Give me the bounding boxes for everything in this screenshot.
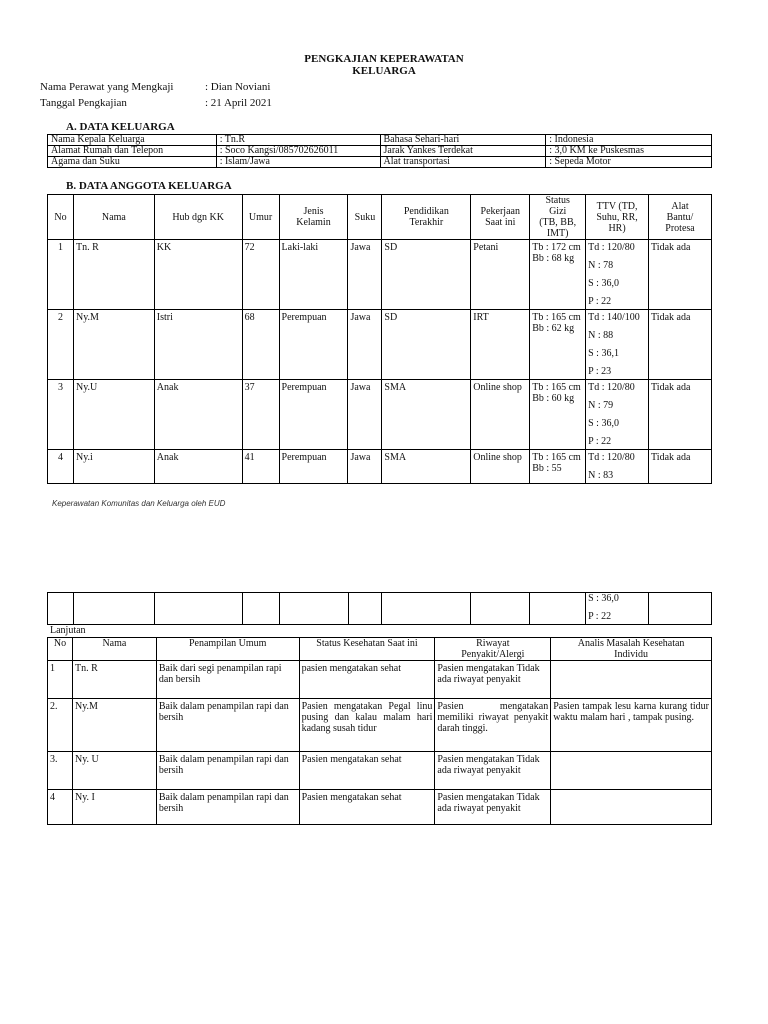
col-suku: Suku: [348, 195, 382, 240]
table-row: [48, 752, 712, 790]
title-line-2: KELUARGA: [352, 65, 416, 77]
p-value: P : 23: [588, 366, 612, 377]
perawat-label: Nama Perawat yang Mengkaji: [40, 81, 174, 93]
jk-h1: Jenis: [303, 206, 324, 217]
pek-h2: Saat ini: [485, 217, 516, 228]
cell-nama: Ny.M: [72, 699, 156, 752]
cell-pekerjaan: IRT: [471, 310, 530, 380]
cell-pendidikan: SMA: [382, 450, 471, 484]
s-value: S : 36,0: [588, 418, 619, 429]
cell-no: 4: [48, 790, 73, 825]
col-nama: Nama: [73, 195, 154, 240]
cell-umur: 41: [242, 450, 279, 484]
cell-alat-bantu: Tidak ada: [649, 310, 712, 380]
lanjutan-table: [47, 637, 712, 825]
cell-pendidikan: SMA: [382, 380, 471, 450]
table-row: [48, 240, 712, 310]
ttv-h2: Suhu, RR,: [596, 211, 638, 223]
gizi-h1: Status: [545, 195, 570, 206]
transport-value: : Sepeda Motor: [546, 157, 712, 168]
bb-value: Bb : 60 kg: [532, 393, 575, 404]
section-b-heading: B. DATA ANGGOTA KELUARGA: [66, 180, 232, 192]
cell-alat-bantu: Tidak ada: [649, 450, 712, 484]
bahasa-value: : Indonesia: [546, 135, 712, 146]
n-value: N : 83: [588, 470, 614, 481]
col-status-kesehatan: Status Kesehatan Saat ini: [299, 638, 435, 661]
cell-status-gizi: [530, 310, 586, 380]
cell-pekerjaan: Online shop: [471, 450, 530, 484]
cell-no: 2.: [48, 699, 73, 752]
cell-ttv: [586, 310, 649, 380]
n-value: N : 79: [588, 400, 614, 411]
kk-label: Nama Kepala Keluarga: [48, 135, 217, 146]
table-row: [48, 310, 712, 380]
col-pendidikan: [382, 195, 471, 240]
cell-status: pasien mengatakan sehat: [299, 661, 435, 699]
cell-umur: 68: [242, 310, 279, 380]
ttv-h3: HR): [608, 222, 626, 234]
table-row: [48, 450, 712, 484]
cell-jenis-kelamin: Perempuan: [279, 380, 348, 450]
tanggal-value: : 21 April 2021: [205, 97, 272, 109]
cell-jenis-kelamin: Perempuan: [279, 450, 348, 484]
ttv-h1: TTV (TD,: [596, 200, 638, 212]
tb-value: Tb : 165 cm: [532, 382, 581, 393]
table-row: [48, 593, 712, 625]
cell-hub: Anak: [154, 380, 242, 450]
cell-empty: [73, 593, 154, 625]
cell-hub: Anak: [154, 450, 242, 484]
cell-alat-bantu: Tidak ada: [649, 380, 712, 450]
title-line-1: PENGKAJIAN KEPERAWATAN: [304, 53, 464, 65]
data-anggota-continuation: [47, 592, 712, 625]
cell-umur: 37: [242, 380, 279, 450]
cell-no: 3.: [48, 752, 73, 790]
cell-hub: Istri: [154, 310, 242, 380]
pek-h1: Pekerjaan: [480, 206, 520, 217]
cell-nama: Tn. R: [73, 240, 154, 310]
cell-no: 1: [48, 661, 73, 699]
data-keluarga-table: [47, 134, 712, 168]
p-value: P : 22: [588, 296, 612, 307]
cell-empty: [154, 593, 242, 625]
pend-h2: Terakhir: [409, 217, 444, 228]
cell-status-gizi: [530, 450, 586, 484]
col-hub: Hub dgn KK: [154, 195, 242, 240]
gizi-h2: Gizi: [549, 206, 567, 217]
cell-riwayat: Pasien mengatakan Tidak ada riwayat penyakit: [435, 752, 551, 790]
cell-nama: Ny.M: [73, 310, 154, 380]
cell-pendidikan: SD: [382, 240, 471, 310]
cell-ttv: [586, 240, 649, 310]
col-riwayat: [435, 638, 551, 661]
s-value: S : 36,1: [588, 348, 619, 359]
cell-status: Pasien mengatakan sehat: [299, 752, 435, 790]
col-umur: Umur: [242, 195, 279, 240]
col-analis: [551, 638, 712, 661]
cell-pekerjaan: Petani: [471, 240, 530, 310]
table-row: [48, 699, 712, 752]
cell-status-gizi: [530, 240, 586, 310]
jarak-value: : 3,0 KM ke Puskesmas: [546, 146, 712, 157]
cell-suku: Jawa: [348, 240, 382, 310]
cell-status: Pasien mengatakan sehat: [299, 790, 435, 825]
col-penampilan: Penampilan Umum: [156, 638, 299, 661]
col-jenis-kelamin: [279, 195, 348, 240]
lanjutan-label: Lanjutan: [50, 625, 86, 636]
table-row: [48, 790, 712, 825]
bahasa-label: Bahasa Sehari-hari: [380, 135, 546, 146]
page-title: [0, 53, 768, 77]
analis-h2: Individu: [614, 649, 649, 660]
table-header-row: [48, 638, 712, 661]
cell-riwayat: Pasien mengatakan memiliki riwayat penyakit darah tinggi.: [435, 699, 551, 752]
col-nama: Nama: [72, 638, 156, 661]
cell-ttv: [586, 380, 649, 450]
cell-status-gizi: [530, 380, 586, 450]
n-value: N : 88: [588, 330, 614, 341]
table-row: [48, 135, 712, 146]
col-status-gizi: [530, 195, 586, 240]
alamat-value: : Soco Kangsi/085702626011: [216, 146, 380, 157]
jarak-label: Jarak Yankes Terdekat: [380, 146, 546, 157]
td-value: Td : 120/80: [588, 382, 635, 393]
p-value: P : 22: [588, 611, 612, 622]
td-value: Td : 120/80: [588, 452, 635, 463]
cell-analis: [551, 752, 712, 790]
cell-pendidikan: SD: [382, 310, 471, 380]
cell-penampilan: Baik dalam penampilan rapi dan bersih: [156, 752, 299, 790]
cell-penampilan: Baik dalam penampilan rapi dan bersih: [156, 790, 299, 825]
cell-umur: 72: [242, 240, 279, 310]
pend-h1: Pendidikan: [403, 206, 449, 217]
cell-empty: [471, 593, 530, 625]
cell-nama: Tn. R: [72, 661, 156, 699]
cell-hub: KK: [154, 240, 242, 310]
cell-empty: [48, 593, 74, 625]
cell-ttv: [586, 593, 649, 625]
cell-empty: [382, 593, 471, 625]
page-footer: Keperawatan Komunitas dan Keluarga oleh EUD: [52, 499, 226, 508]
tb-value: Tb : 172 cm: [532, 242, 581, 253]
td-value: Td : 140/100: [588, 312, 640, 323]
cell-riwayat: Pasien mengatakan Tidak ada riwayat penyakit: [435, 661, 551, 699]
col-alat-bantu: [649, 195, 712, 240]
cell-empty: [530, 593, 586, 625]
table-row: [48, 157, 712, 168]
gizi-h3: (TB, BB,: [539, 217, 577, 228]
tb-value: Tb : 165 cm: [532, 312, 581, 323]
cell-nama: Ny.i: [73, 450, 154, 484]
bb-value: Bb : 62 kg: [532, 323, 575, 334]
alat-h2: Bantu/: [666, 211, 694, 223]
cell-no: 4: [48, 450, 74, 484]
cell-no: 3: [48, 380, 74, 450]
td-value: Td : 120/80: [588, 242, 635, 253]
perawat-value: : Dian Noviani: [205, 81, 271, 93]
gizi-h4: IMT): [546, 228, 569, 239]
bb-value: Bb : 68 kg: [532, 253, 575, 264]
table-row: [48, 380, 712, 450]
s-value: S : 36,0: [588, 593, 619, 604]
riwayat-h2: Penyakit/Alergi: [461, 649, 525, 660]
data-anggota-table: [47, 194, 712, 484]
alat-h1: Alat: [671, 200, 689, 212]
cell-alat-bantu: Tidak ada: [649, 240, 712, 310]
cell-suku: Jawa: [348, 310, 382, 380]
cell-nama: Ny.U: [73, 380, 154, 450]
jk-h2: Kelamin: [296, 217, 331, 228]
cell-penampilan: Baik dalam penampilan rapi dan bersih: [156, 699, 299, 752]
n-value: N : 78: [588, 260, 614, 271]
agama-value: : Islam/Jawa: [216, 157, 380, 168]
cell-ttv: [586, 450, 649, 484]
cell-suku: Jawa: [348, 380, 382, 450]
tb-value: Tb : 165 cm: [532, 452, 581, 463]
table-header-row: [48, 195, 712, 240]
cell-riwayat: Pasien mengatakan Tidak ada riwayat penyakit: [435, 790, 551, 825]
cell-empty: [649, 593, 712, 625]
alamat-label: Alamat Rumah dan Telepon: [48, 146, 217, 157]
cell-pekerjaan: Online shop: [471, 380, 530, 450]
cell-empty: [348, 593, 382, 625]
cell-status: Pasien mengatakan Pegal linu pusing dan kalau malam hari kadang susah tidur: [299, 699, 435, 752]
cell-analis: [551, 661, 712, 699]
cell-empty: [279, 593, 348, 625]
kk-value: : Tn.R: [216, 135, 380, 146]
agama-label: Agama dan Suku: [48, 157, 217, 168]
bb-value: Bb : 55: [532, 463, 562, 474]
alat-h3: Protesa: [665, 222, 695, 234]
cell-jenis-kelamin: Perempuan: [279, 310, 348, 380]
cell-nama: Ny. U: [72, 752, 156, 790]
transport-label: Alat transportasi: [380, 157, 546, 168]
cell-nama: Ny. I: [72, 790, 156, 825]
col-ttv: [586, 195, 649, 240]
p-value: P : 22: [588, 436, 612, 447]
analis-h1: Analis Masalah Kesehatan: [577, 638, 685, 649]
cell-suku: Jawa: [348, 450, 382, 484]
cell-analis: [551, 790, 712, 825]
table-row: [48, 146, 712, 157]
section-a-heading: A. DATA KELUARGA: [66, 121, 175, 133]
table-row: [48, 661, 712, 699]
cell-no: 1: [48, 240, 74, 310]
s-value: S : 36,0: [588, 278, 619, 289]
riwayat-h1: Riwayat: [476, 638, 510, 649]
cell-no: 2: [48, 310, 74, 380]
cell-penampilan: Baik dari segi penampilan rapi dan bersih: [156, 661, 299, 699]
cell-empty: [242, 593, 279, 625]
col-pekerjaan: [471, 195, 530, 240]
col-no: No: [48, 638, 73, 661]
tanggal-label: Tanggal Pengkajian: [40, 97, 127, 109]
cell-jenis-kelamin: Laki-laki: [279, 240, 348, 310]
cell-analis: Pasien tampak lesu karna kurang tidur waktu malam hari , tampak pusing.: [551, 699, 712, 752]
col-no: No: [48, 195, 74, 240]
